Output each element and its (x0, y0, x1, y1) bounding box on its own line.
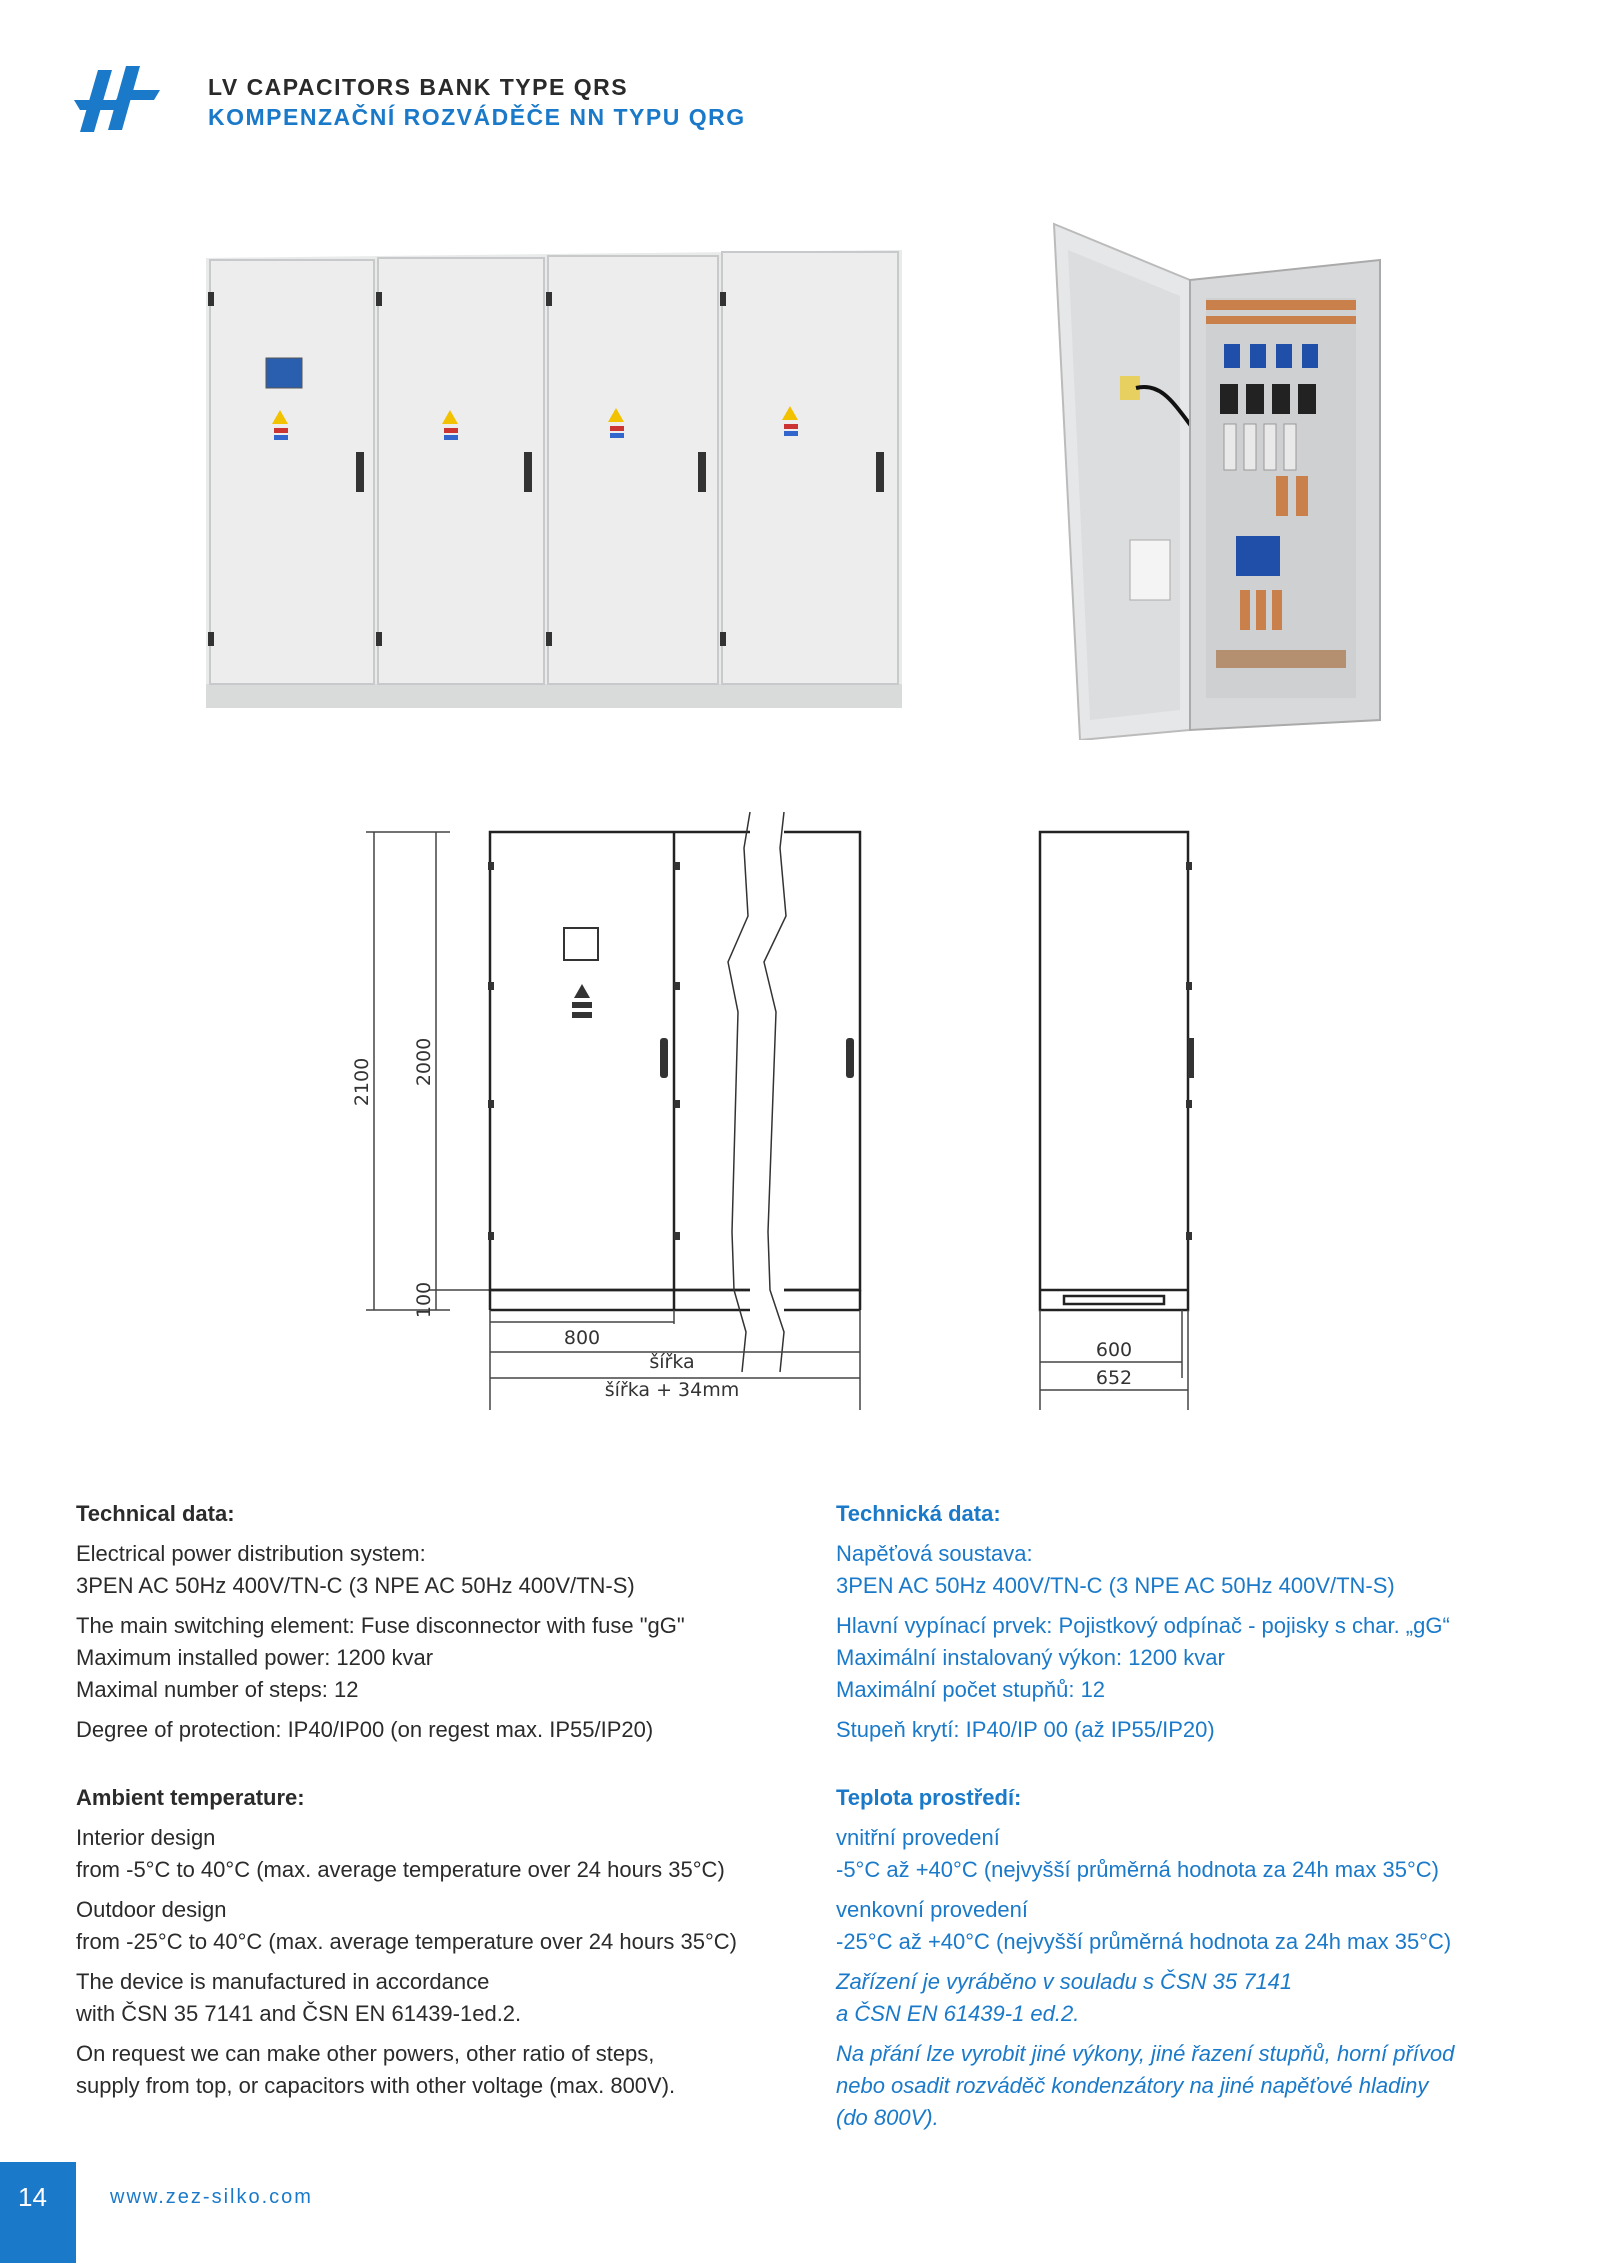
czech-italic-notes (836, 1966, 1556, 2134)
text-line: Napěťová soustava: (836, 1541, 1033, 1566)
text-line: Zařízení je vyráběno v souladu s ČSN 35 7141 (836, 1969, 1293, 1994)
text-line: Maximální instalovaný výkon: 1200 kvar (836, 1645, 1225, 1670)
technical-data-heading: Technical data: (76, 1501, 235, 1526)
text-line: -25°C až +40°C (nejvyšší průměrná hodnota za 24h max 35°C) (836, 1929, 1452, 1954)
text-paragraph (76, 1894, 776, 1958)
title-czech: KOMPENZAČNÍ ROZVÁDĚČE NN TYPU QRG (208, 104, 746, 130)
technical-data-list (76, 1538, 776, 1746)
text-paragraph (836, 1610, 1556, 1706)
height-total-label: 2100 (351, 1057, 373, 1107)
open-cabinet-photo (1040, 220, 1390, 740)
text-paragraph (836, 1714, 1556, 1746)
text-line: Maximum installed power: 1200 kvar (76, 1645, 434, 1670)
text-line: Stupeň krytí: IP40/IP 00 (až IP55/IP20) (836, 1717, 1215, 1742)
czech-column (836, 1498, 1556, 2142)
text-paragraph (836, 1538, 1556, 1602)
front-view-drawing (340, 812, 880, 1422)
text-line: The main switching element: Fuse disconnector with fuse "gG" (76, 1613, 685, 1638)
text-line: Degree of protection: IP40/IP00 (on regest max. IP55/IP20) (76, 1717, 654, 1742)
width-label: šířka (649, 1351, 695, 1373)
text-line: from -5°C to 40°C (max. average temperature over 24 hours 35°C) (76, 1857, 725, 1882)
company-logo-icon (68, 60, 164, 140)
technicka-data-list (836, 1538, 1556, 1746)
text-paragraph (76, 1822, 776, 1886)
page-number-box (0, 2162, 76, 2263)
text-line: 3PEN AC 50Hz 400V/TN-C (3 NPE AC 50Hz 400V/TN-S) (76, 1573, 635, 1598)
text-line: supply from top, or capacitors with other voltage (max. 800V). (76, 2073, 676, 2098)
text-paragraph (76, 1538, 776, 1602)
text-paragraph (76, 1714, 776, 1746)
text-line: Maximální počet stupňů: 12 (836, 1677, 1106, 1702)
text-line: Hlavní vypínací prvek: Pojistkový odpínač - pojisky s char. „gG“ (836, 1613, 1450, 1638)
side-view-drawing (1010, 812, 1220, 1422)
page-number: 14 (18, 2182, 47, 2212)
footer-website-link[interactable]: www.zez-silko.com (110, 2186, 313, 2208)
ambient-temperature-list (76, 1822, 776, 2102)
section-width-label: 800 (563, 1327, 601, 1349)
base-height-label: 100 (413, 1281, 435, 1319)
text-paragraph (76, 2038, 776, 2102)
text-paragraph (836, 1894, 1556, 1958)
text-line: nebo osadit rozváděč kondenzátory na jiné napěťové hladiny (836, 2073, 1429, 2098)
text-line: Interior design (76, 1825, 216, 1850)
ambient-temperature-heading: Ambient temperature: (76, 1785, 305, 1810)
text-line: (do 800V). (836, 2105, 939, 2130)
text-paragraph (836, 1966, 1556, 2030)
teplota-prostredi-heading: Teplota prostředí: (836, 1785, 1022, 1810)
text-line: Maximal number of steps: 12 (76, 1677, 359, 1702)
text-line: a ČSN EN 61439-1 ed.2. (836, 2001, 1080, 2026)
depth-total-label: 652 (1095, 1367, 1133, 1389)
text-paragraph (76, 1966, 776, 2030)
teplota-prostredi-list (836, 1822, 1556, 1958)
width-total-label: šířka + 34mm (604, 1379, 740, 1401)
height-body-label: 2000 (413, 1037, 435, 1087)
text-line: 3PEN AC 50Hz 400V/TN-C (3 NPE AC 50Hz 400V/TN-S) (836, 1573, 1395, 1598)
title-english: LV CAPACITORS BANK TYPE QRS (208, 74, 629, 100)
text-paragraph (836, 2038, 1556, 2134)
text-line: from -25°C to 40°C (max. average temperature over 24 hours 35°C) (76, 1929, 738, 1954)
text-paragraph (76, 1610, 776, 1706)
english-column (76, 1498, 776, 2110)
text-paragraph (836, 1822, 1556, 1886)
technicka-data-heading: Technická data: (836, 1501, 1001, 1526)
text-line: vnitřní provedení (836, 1825, 1000, 1850)
text-line: Outdoor design (76, 1897, 227, 1922)
text-line: with ČSN 35 7141 and ČSN EN 61439-1ed.2. (76, 2001, 522, 2026)
capacitor-bank-photo (196, 232, 912, 728)
text-line: Electrical power distribution system: (76, 1541, 426, 1566)
page-header (0, 0, 1600, 160)
depth-body-label: 600 (1095, 1339, 1133, 1361)
text-line: The device is manufactured in accordance (76, 1969, 490, 1994)
text-line: On request we can make other powers, other ratio of steps, (76, 2041, 655, 2066)
text-line: -5°C až +40°C (nejvyšší průměrná hodnota za 24h max 35°C) (836, 1857, 1439, 1882)
text-line: venkovní provedení (836, 1897, 1029, 1922)
text-line: Na přání lze vyrobit jiné výkony, jiné řazení stupňů, horní přívod (836, 2041, 1455, 2066)
